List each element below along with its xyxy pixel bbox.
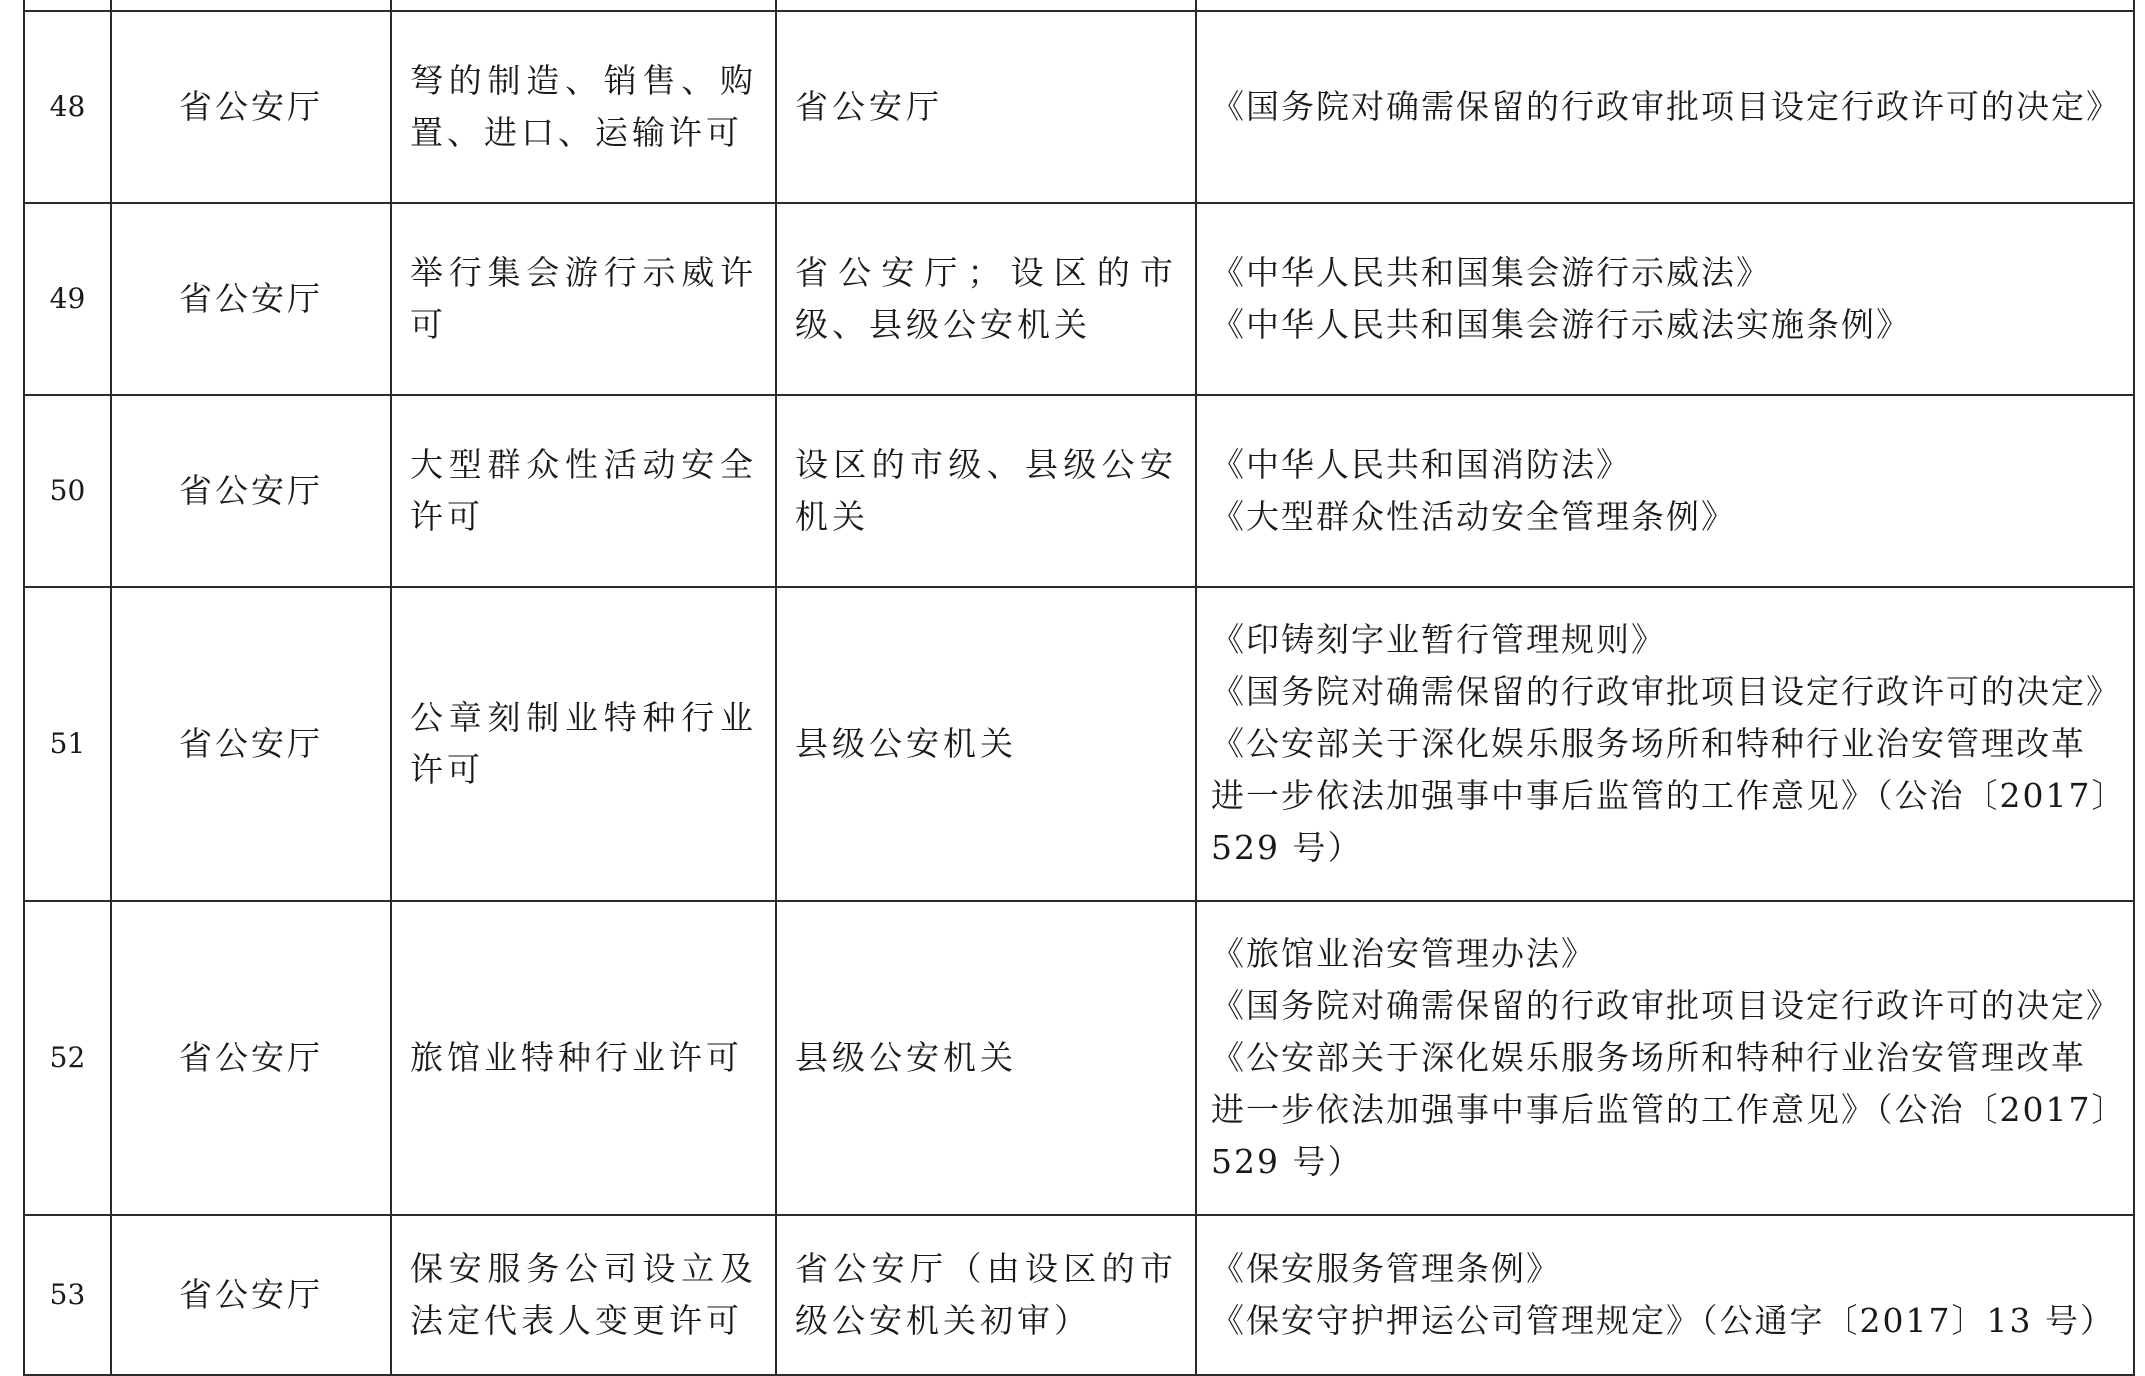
table-row <box>24 587 2134 901</box>
legal-basis-line: 《保安守护押运公司管理规定》（公通字〔2017〕13 号） <box>1211 1301 2115 1340</box>
row-number: 49 <box>24 203 111 395</box>
permit-item-cell: 公章刻制业特种行业许可 <box>391 587 776 901</box>
implementing-agency-cell: 省公安厅；设区的市级、县级公安机关 <box>776 203 1196 395</box>
legal-basis-cell <box>1196 395 2134 587</box>
cell-empty <box>391 0 776 11</box>
legal-basis-line: 《国务院对确需保留的行政审批项目设定行政许可的决定》 <box>1211 672 2121 711</box>
department-cell: 省公安厅 <box>111 11 391 203</box>
cell-empty <box>111 0 391 11</box>
cell-empty <box>1196 0 2134 11</box>
row-number: 52 <box>24 901 111 1215</box>
legal-basis-line: 《国务院对确需保留的行政审批项目设定行政许可的决定》 <box>1211 87 2121 126</box>
legal-basis-line: 《保安服务管理条例》 <box>1211 1249 1561 1288</box>
row-number: 50 <box>24 395 111 587</box>
implementing-agency-cell: 省公安厅 <box>776 11 1196 203</box>
table-row <box>24 901 2134 1215</box>
legal-basis-line: 《中华人民共和国消防法》 <box>1211 445 1631 484</box>
permit-item-cell: 旅馆业特种行业许可 <box>391 901 776 1215</box>
department-cell: 省公安厅 <box>111 203 391 395</box>
legal-basis-cell <box>1196 587 2134 901</box>
table-row-previous-partial <box>24 0 2134 11</box>
legal-basis-cell <box>1196 1215 2134 1375</box>
legal-basis-cell <box>1196 203 2134 395</box>
table-row <box>24 203 2134 395</box>
row-number: 48 <box>24 11 111 203</box>
legal-basis-cell <box>1196 11 2134 203</box>
legal-basis-line: 《中华人民共和国集会游行示威法》 <box>1211 253 1771 292</box>
cell-empty <box>24 0 111 11</box>
legal-basis-line: 《旅馆业治安管理办法》 <box>1211 934 1596 973</box>
legal-basis-line: 《中华人民共和国集会游行示威法实施条例》 <box>1211 305 1911 344</box>
department-cell: 省公安厅 <box>111 901 391 1215</box>
implementing-agency-cell: 县级公安机关 <box>776 587 1196 901</box>
permit-table <box>23 0 2135 1376</box>
table-row <box>24 1215 2134 1375</box>
cell-empty <box>776 0 1196 11</box>
row-number: 53 <box>24 1215 111 1375</box>
legal-basis-line: 《公安部关于深化娱乐服务场所和特种行业治安管理改革进一步依法加强事中事后监管的工作意见》（公治〔2017〕529 号） <box>1211 724 2110 867</box>
legal-basis-line: 《公安部关于深化娱乐服务场所和特种行业治安管理改革进一步依法加强事中事后监管的工作意见》（公治〔2017〕529 号） <box>1211 1038 2110 1181</box>
row-number: 51 <box>24 587 111 901</box>
department-cell: 省公安厅 <box>111 1215 391 1375</box>
legal-basis-line: 《印铸刻字业暂行管理规则》 <box>1211 620 1666 659</box>
implementing-agency-cell: 县级公安机关 <box>776 901 1196 1215</box>
implementing-agency-cell: 省公安厅（由设区的市级公安机关初审） <box>776 1215 1196 1375</box>
permit-item-cell: 大型群众性活动安全许可 <box>391 395 776 587</box>
legal-basis-cell <box>1196 901 2134 1215</box>
table-row <box>24 11 2134 203</box>
permit-item-cell: 弩的制造、销售、购置、进口、运输许可 <box>391 11 776 203</box>
permit-item-cell: 举行集会游行示威许可 <box>391 203 776 395</box>
implementing-agency-cell: 设区的市级、县级公安机关 <box>776 395 1196 587</box>
department-cell: 省公安厅 <box>111 395 391 587</box>
department-cell: 省公安厅 <box>111 587 391 901</box>
legal-basis-line: 《大型群众性活动安全管理条例》 <box>1211 497 1736 536</box>
table-row <box>24 395 2134 587</box>
legal-basis-line: 《国务院对确需保留的行政审批项目设定行政许可的决定》 <box>1211 986 2121 1025</box>
permit-item-cell: 保安服务公司设立及法定代表人变更许可 <box>391 1215 776 1375</box>
